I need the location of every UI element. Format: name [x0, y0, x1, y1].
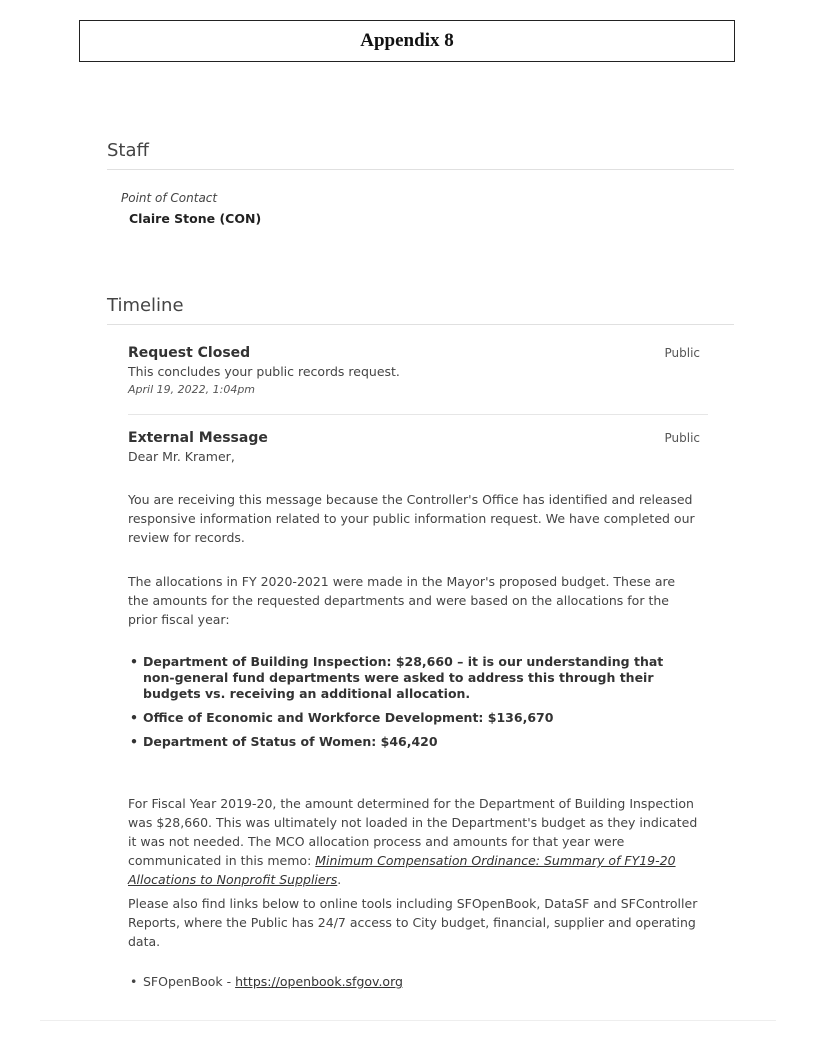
entry-title: Request Closed: [128, 345, 251, 361]
entry-date: April 19, 2022, 1:04pm: [128, 383, 256, 396]
staff-divider: [107, 169, 734, 170]
allocation-list: [128, 654, 698, 758]
timeline-entry-external-message: [128, 430, 708, 464]
timeline-entry-request-closed: [128, 345, 708, 396]
paragraph-text: The allocations in FY 2020-2021 were made in the Mayor's proposed budget. These are the amounts for the requested departments and were based on the allocations for the prior fiscal year:: [128, 574, 676, 627]
paragraph-text: For Fiscal Year 2019-20, the amount determined for the Department of Building Inspection was $28,660. This was ultimately not loaded in the Department's budget as they indicated it was not needed. The MCO allocation process and amounts for that year were communicated in this memo:: [128, 796, 698, 868]
links-list: [128, 974, 698, 998]
entry-title: External Message: [128, 430, 268, 446]
memo-link[interactable]: Minimum Compensation Ordinance: Summary of FY19-20 Allocations to Nonprofit Suppliers: [128, 853, 676, 887]
entry-text: This concludes your public records request.: [128, 364, 400, 379]
sfopenbook-link[interactable]: https://openbook.sfgov.org: [235, 974, 403, 989]
poc-name: Claire Stone (CON): [129, 211, 262, 226]
visibility-badge: Public: [664, 431, 700, 445]
message-paragraph-2: [128, 572, 698, 629]
message-paragraph-1: [128, 490, 698, 547]
message-greeting: Dear Mr. Kramer,: [128, 449, 235, 464]
list-item: • Department of Building Inspection: $28,660 – it is our understanding that non-general fund departments were asked to address this through their budgets vs. receiving an additional allocation.: [128, 654, 698, 702]
link-label: SFOpenBook -: [143, 974, 232, 989]
staff-heading: Staff: [107, 140, 149, 161]
message-paragraph-4: [128, 894, 698, 951]
appendix-title: Appendix 8: [79, 20, 735, 62]
message-paragraph-3: For Fiscal Year 2019-20, the amount determined for the Department of Building Inspection was $28,660. This was ultimately not loaded in the Department's budget as they indicated it was not needed. The MCO allocation process and amounts for that year were communicated in this memo: Minimum Compensation Ordinance: Summary of FY19-20 Allocations to Nonprofit Suppliers.: [128, 796, 698, 887]
paragraph-text: You are receiving this message because the Controller's Office has identified and released responsive information related to your public information request. We have completed our review for records.: [128, 492, 695, 545]
paragraph-text: Please also find links below to online tools including SFOpenBook, DataSF and SFController Reports, where the Public has 24/7 access to City budget, financial, supplier and operating data.: [128, 896, 698, 949]
list-item: • Department of Status of Women: $46,420: [128, 734, 698, 750]
page-bottom-divider: [40, 1020, 776, 1021]
poc-label: Point of Contact: [121, 191, 218, 205]
list-item: • Office of Economic and Workforce Development: $136,670: [128, 710, 698, 726]
timeline-heading: Timeline: [107, 295, 184, 316]
visibility-badge: Public: [664, 346, 700, 360]
entry-divider: [128, 414, 708, 415]
list-item: [128, 974, 698, 990]
timeline-divider: [107, 324, 734, 325]
